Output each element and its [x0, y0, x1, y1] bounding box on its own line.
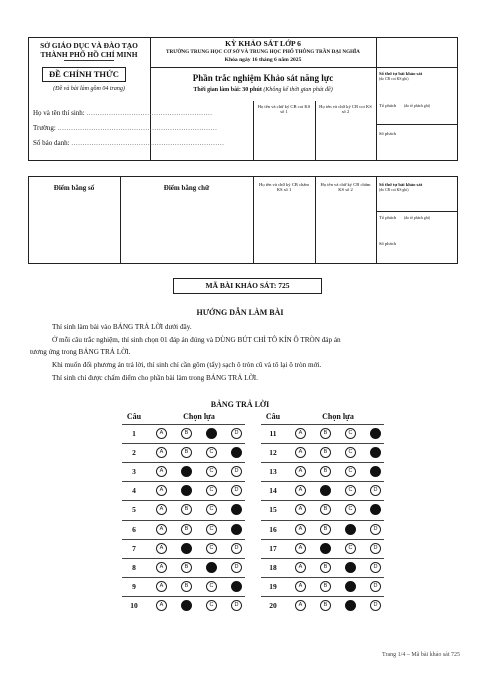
answer-bubble-c[interactable] — [206, 562, 217, 573]
answer-bubble-d[interactable] — [231, 581, 242, 592]
row-separator — [122, 539, 245, 540]
answer-bubble-b[interactable] — [320, 428, 331, 439]
answer-bubble-b[interactable] — [320, 562, 331, 573]
bubble-letter: C — [209, 601, 214, 608]
answer-bubble-c[interactable] — [206, 504, 217, 515]
bubble-letter: B — [323, 506, 328, 513]
question-number: 19 — [269, 581, 277, 591]
answer-bubble-a[interactable] — [295, 504, 306, 515]
answer-bubble-b[interactable] — [320, 543, 331, 554]
answer-bubble-c[interactable] — [206, 543, 217, 554]
bubble-letter: A — [159, 449, 164, 456]
bubble-letter: B — [323, 525, 328, 532]
answer-bubble-a[interactable] — [295, 524, 306, 535]
question-number: 12 — [269, 448, 277, 458]
answer-bubble-c[interactable] — [206, 581, 217, 592]
answer-bubble-d[interactable] — [370, 543, 381, 554]
row-separator — [122, 500, 245, 501]
answer-bubble-c[interactable] — [345, 524, 356, 535]
secret-no-label: Số thứ tự bài khảo sát — [379, 71, 423, 76]
answer-bubble-b[interactable] — [181, 504, 192, 515]
answer-bubble-a[interactable] — [156, 447, 167, 458]
trainer-note: (do tổ phách ghi) — [404, 103, 431, 108]
answer-bubble-a[interactable] — [156, 600, 167, 611]
answer-bubble-c[interactable] — [206, 447, 217, 458]
candidate-name-field[interactable]: ........................................................ — [86, 109, 213, 117]
bubble-letter: C — [348, 544, 353, 551]
page-footer: Trang 1/4 – Mã bài khảo sát 725 — [382, 652, 460, 658]
answer-bubble-c[interactable] — [345, 562, 356, 573]
proctor-2-label: Họ tên và chữ ký CB coi KS số 2 — [319, 104, 372, 115]
answer-bubble-d[interactable] — [370, 466, 381, 477]
candidate-name-label: Họ và tên thí sinh: — [33, 109, 85, 117]
grader-1-label: Họ tên và chữ ký CB chấm KS số 1 — [259, 182, 309, 193]
bubble-letter: A — [159, 506, 164, 513]
question-number: 9 — [132, 581, 136, 591]
question-number: 17 — [269, 543, 277, 553]
bubble-letter: D — [234, 563, 239, 570]
bubble-letter: A — [159, 430, 164, 436]
bubble-letter: D — [373, 582, 378, 589]
row-separator — [261, 577, 384, 578]
question-number: 20 — [269, 600, 277, 610]
answer-bubble-a[interactable] — [295, 485, 306, 496]
proctor-1-label: Họ tên và chữ ký CB coi KS số 1 — [257, 104, 311, 115]
bubble-letter: A — [298, 449, 303, 456]
row-separator — [122, 462, 245, 463]
row-separator — [261, 596, 384, 597]
question-number: 13 — [269, 467, 277, 477]
bubble-letter: D — [373, 563, 378, 570]
row-separator — [261, 500, 384, 501]
bubble-letter: B — [323, 582, 328, 589]
bubble-letter: C — [209, 506, 214, 513]
exam-code: MÃ BÀI KHẢO SÁT: 725 — [173, 278, 322, 294]
phach-label: Số phách — [379, 131, 396, 136]
answer-bubble-c[interactable] — [345, 504, 356, 515]
row-separator — [261, 539, 384, 540]
answer-bubble-a[interactable] — [295, 543, 306, 554]
score-secret-no-label: Số thứ tự bài khảo sát — [379, 182, 423, 187]
answer-bubble-d[interactable] — [370, 562, 381, 573]
answer-bubble-a[interactable] — [156, 543, 167, 554]
row-separator — [122, 443, 245, 444]
score-word-label: Điểm bằng chữ — [163, 184, 210, 192]
score-number-label: Điểm bằng số — [53, 184, 95, 192]
answer-bubble-c[interactable] — [345, 485, 356, 496]
row-separator — [261, 424, 384, 425]
answer-bubble-a[interactable] — [156, 524, 167, 535]
row-separator — [261, 462, 384, 463]
candidate-school-label: Trường: — [33, 124, 56, 132]
score-secret-no-note: (do CB coi KS ghi) — [379, 188, 409, 192]
question-number: 18 — [269, 562, 277, 572]
answer-bubble-c[interactable] — [206, 428, 217, 439]
bubble-letter: B — [323, 563, 328, 570]
answer-bubble-c[interactable] — [345, 581, 356, 592]
pages-note: (Đề và bài làm gồm 04 trang) — [53, 86, 125, 92]
question-number: 4 — [132, 486, 136, 496]
answer-bubble-c[interactable] — [206, 466, 217, 477]
instructions-title: HƯỚNG DẪN LÀM BÀI — [196, 308, 284, 317]
column-header-question: Câu — [265, 412, 281, 421]
bubble-letter: A — [298, 563, 303, 570]
bubble-letter: C — [348, 487, 353, 494]
answer-bubble-a[interactable] — [295, 466, 306, 477]
bubble-letter: B — [323, 449, 328, 456]
answer-bubble-d[interactable] — [231, 504, 242, 515]
row-separator — [261, 481, 384, 482]
bubble-letter: A — [298, 601, 303, 608]
answer-bubble-c[interactable] — [345, 466, 356, 477]
answer-bubble-a[interactable] — [156, 504, 167, 515]
bubble-letter: B — [184, 506, 189, 513]
dept-line-2: THÀNH PHỐ HỒ CHÍ MINH — [40, 50, 138, 59]
answer-bubble-d[interactable] — [231, 428, 242, 439]
bubble-letter: B — [184, 582, 189, 589]
answer-bubble-d[interactable] — [370, 485, 381, 496]
question-number: 11 — [269, 429, 277, 438]
grader-2-label: Họ tên và chữ ký CB chấm KS số 2 — [320, 182, 371, 193]
bubble-letter: B — [184, 525, 189, 532]
answer-sheet-title: BẢNG TRẢ LỜI — [210, 400, 270, 409]
answer-bubble-c[interactable] — [345, 600, 356, 611]
bubble-letter: C — [348, 449, 353, 456]
row-separator — [261, 520, 384, 521]
bubble-letter: D — [234, 430, 239, 436]
answer-bubble-a[interactable] — [156, 581, 167, 592]
bubble-letter: D — [373, 525, 378, 532]
row-separator — [122, 558, 245, 559]
question-number: 14 — [269, 486, 277, 496]
bubble-letter: B — [323, 601, 328, 608]
bubble-letter: B — [184, 449, 189, 456]
answer-bubble-b[interactable] — [181, 562, 192, 573]
score-trainer-label: Tổ phách — [379, 215, 397, 220]
section-title: Phần trắc nghiệm Khảo sát năng lực — [192, 73, 334, 83]
answer-bubble-d[interactable] — [370, 428, 381, 439]
bubble-letter: A — [159, 544, 164, 551]
question-number: 6 — [132, 524, 136, 534]
answer-bubble-d[interactable] — [231, 447, 242, 458]
question-number: 15 — [269, 505, 277, 515]
question-number: 5 — [132, 505, 136, 515]
answer-bubble-a[interactable] — [156, 466, 167, 477]
column-header-choice: Chọn lựa — [322, 412, 354, 421]
answer-bubble-d[interactable] — [231, 543, 242, 554]
bubble-letter: A — [159, 601, 164, 608]
bubble-letter: D — [234, 468, 239, 475]
answer-bubble-b[interactable] — [181, 485, 192, 496]
answer-bubble-b[interactable] — [320, 600, 331, 611]
answer-bubble-b[interactable] — [181, 600, 192, 611]
bubble-letter: A — [159, 487, 164, 494]
secret-no-note: (do CB coi KS ghi) — [379, 77, 409, 81]
official-label: ĐỀ CHÍNH THỨC — [42, 67, 126, 82]
bubble-letter: A — [159, 468, 164, 475]
answer-bubble-a[interactable] — [295, 447, 306, 458]
answer-bubble-b[interactable] — [181, 543, 192, 554]
row-separator — [261, 443, 384, 444]
bubble-letter: D — [373, 487, 378, 494]
row-separator — [261, 558, 384, 559]
bubble-letter: A — [298, 430, 303, 436]
bubble-letter: C — [348, 506, 353, 513]
dept-line-1: SỞ GIÁO DỤC VÀ ĐÀO TẠO — [40, 41, 138, 50]
answer-bubble-d[interactable] — [231, 562, 242, 573]
bubble-letter: C — [209, 582, 214, 589]
bubble-letter: A — [298, 468, 303, 475]
bubble-letter: C — [348, 468, 353, 475]
candidate-id-label: Số báo danh: — [33, 139, 70, 147]
answer-bubble-b[interactable] — [181, 466, 192, 477]
time-note-bold: Thời gian làm bài: 30 phút — [193, 87, 262, 93]
answer-bubble-d[interactable] — [231, 524, 242, 535]
question-number: 3 — [132, 467, 136, 477]
trainer-label: Tổ phách — [379, 103, 397, 108]
bubble-letter: C — [209, 468, 214, 475]
instruction-line-2a: Ở mỗi câu trắc nghiệm, thí sinh chọn 01 đáp án đúng và DÙNG BÚT CHÌ TÔ KÍN Ô TRÒN đáp án — [52, 336, 341, 344]
bubble-letter: C — [209, 544, 214, 551]
bubble-letter: A — [298, 544, 303, 551]
answer-bubble-a[interactable] — [295, 428, 306, 439]
bubble-letter: A — [159, 525, 164, 532]
row-separator — [122, 577, 245, 578]
answer-bubble-b[interactable] — [320, 581, 331, 592]
answer-bubble-c[interactable] — [345, 447, 356, 458]
bubble-letter: B — [323, 468, 328, 475]
school-name: TRƯỜNG TRUNG HỌC CƠ SỞ VÀ TRUNG HỌC PHỔ THÔNG TRẦN ĐẠI NGHĨA — [166, 49, 360, 55]
answer-bubble-b[interactable] — [320, 485, 331, 496]
answer-bubble-b[interactable] — [181, 581, 192, 592]
question-number: 10 — [130, 600, 138, 610]
column-header-question: Câu — [126, 412, 142, 421]
answer-bubble-c[interactable] — [345, 543, 356, 554]
question-number: 1 — [132, 429, 136, 438]
bubble-letter: A — [298, 525, 303, 532]
bubble-letter: A — [298, 506, 303, 513]
answer-bubble-d[interactable] — [370, 447, 381, 458]
candidate-school-field[interactable]: ....................................................................... — [57, 124, 218, 132]
answer-bubble-b[interactable] — [320, 466, 331, 477]
bubble-letter: D — [373, 544, 378, 551]
bubble-letter: B — [184, 430, 189, 436]
instruction-line-1: Thí sinh làm bài vào BẢNG TRẢ LỜI dưới đây. — [52, 323, 192, 331]
row-separator — [122, 596, 245, 597]
exam-date: Khóa ngày 16 tháng 6 năm 2025 — [224, 57, 302, 63]
answer-bubble-b[interactable] — [320, 447, 331, 458]
question-number: 7 — [132, 543, 136, 553]
bubble-letter: C — [348, 430, 353, 436]
answer-bubble-c[interactable] — [345, 428, 356, 439]
question-number: 2 — [132, 448, 136, 458]
bubble-letter: D — [234, 601, 239, 608]
score-phach-label: Số phách — [379, 241, 396, 246]
row-separator — [122, 481, 245, 482]
answer-bubble-d[interactable] — [370, 581, 381, 592]
answer-bubble-d[interactable] — [370, 524, 381, 535]
answer-bubble-b[interactable] — [181, 428, 192, 439]
bubble-letter: C — [209, 525, 214, 532]
answer-bubble-c[interactable] — [206, 485, 217, 496]
answer-bubble-c[interactable] — [206, 600, 217, 611]
answer-bubble-a[interactable] — [295, 581, 306, 592]
answer-bubble-d[interactable] — [231, 466, 242, 477]
bubble-letter: A — [298, 487, 303, 494]
bubble-letter: A — [298, 582, 303, 589]
answer-bubble-b[interactable] — [181, 447, 192, 458]
answer-bubble-b[interactable] — [320, 524, 331, 535]
answer-bubble-a[interactable] — [295, 562, 306, 573]
bubble-letter: C — [209, 449, 214, 456]
bubble-letter: D — [234, 487, 239, 494]
answer-bubble-d[interactable] — [231, 485, 242, 496]
bubble-letter: B — [184, 563, 189, 570]
answer-bubble-d[interactable] — [370, 600, 381, 611]
answer-bubble-c[interactable] — [206, 524, 217, 535]
bubble-letter: C — [209, 487, 214, 494]
answer-bubble-d[interactable] — [231, 600, 242, 611]
answer-bubble-a[interactable] — [156, 562, 167, 573]
exam-title: KỲ KHẢO SÁT LỚP 6 — [225, 39, 301, 48]
answer-bubble-a[interactable] — [295, 600, 306, 611]
bubble-letter: D — [234, 544, 239, 551]
instruction-line-3: Khi muốn đổi phương án trả lời, thí sinh chỉ cần gôm (tẩy) sạch ô tròn cũ và tô lại ô tròn mới. — [52, 361, 322, 369]
question-number: 16 — [269, 524, 277, 534]
bubble-letter: A — [159, 563, 164, 570]
bubble-letter: A — [159, 582, 164, 589]
score-trainer-note: (do tổ phách ghi) — [404, 215, 431, 220]
row-separator — [122, 424, 245, 425]
answer-bubble-a[interactable] — [156, 428, 167, 439]
time-note-italic: (Không kể thời gian phát đề) — [263, 87, 333, 93]
question-number: 8 — [132, 562, 136, 572]
bubble-letter: D — [373, 601, 378, 608]
column-header-choice: Chọn lựa — [183, 412, 215, 421]
answer-bubble-a[interactable] — [156, 485, 167, 496]
answer-bubble-b[interactable] — [320, 504, 331, 515]
bubble-letter: B — [323, 430, 328, 436]
answer-bubble-b[interactable] — [181, 524, 192, 535]
candidate-id-field[interactable]: .................................................................... — [71, 139, 225, 147]
instruction-line-2b: tương ứng trong BẢNG TRẢ LỜI. — [30, 348, 131, 356]
instruction-line-4: Thí sinh chỉ được chấm điểm cho phần bài làm trong BẢNG TRẢ LỜI. — [52, 374, 258, 382]
answer-bubble-d[interactable] — [370, 504, 381, 515]
row-separator — [122, 520, 245, 521]
